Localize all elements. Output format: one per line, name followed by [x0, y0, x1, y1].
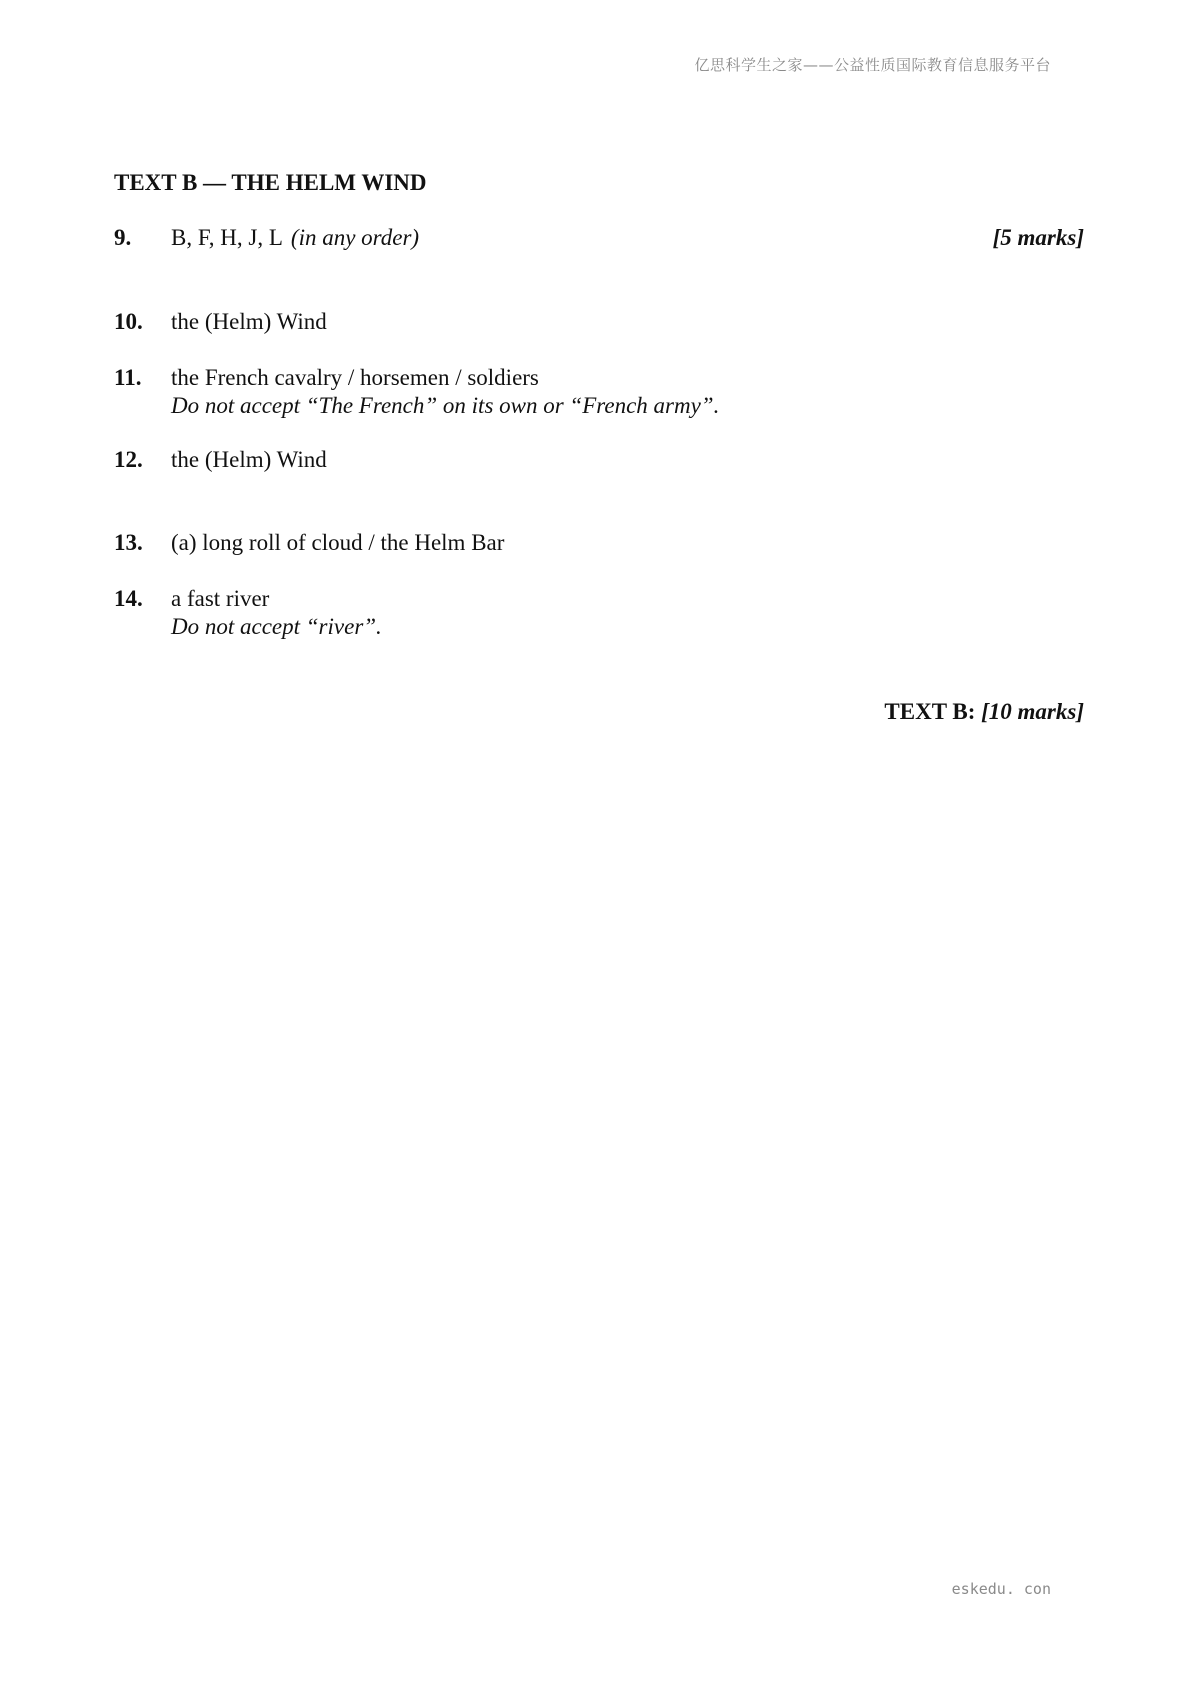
section-total	[884, 698, 1084, 726]
total-value: [10 marks]	[981, 699, 1084, 724]
question-number: 11.	[114, 365, 142, 390]
question-number: 10.	[114, 309, 143, 334]
total-label: TEXT B:	[884, 699, 976, 724]
question-number: 14.	[114, 586, 143, 611]
header-watermark: 亿思科学生之家——公益性质国际教育信息服务平台	[694, 56, 1051, 74]
answer-note: Do not accept “The French” on its own or “French army”.	[171, 393, 720, 418]
answer-hint: (in any order)	[290, 225, 420, 250]
answer-text: the French cavalry / horsemen / soldiers	[171, 365, 539, 390]
answer-text: the (Helm) Wind	[171, 447, 327, 472]
question-11	[114, 364, 1084, 420]
question-9	[114, 224, 1084, 252]
answer-text: B, F, H, J, L	[171, 225, 283, 250]
marks-label: [5 marks]	[992, 225, 1084, 250]
footer-watermark: eskedu. con	[951, 1580, 1051, 1598]
section-title: TEXT B — THE HELM WIND	[114, 170, 427, 195]
question-12	[114, 446, 1084, 474]
question-14	[114, 585, 1084, 641]
question-number: 13.	[114, 530, 143, 555]
question-13	[114, 529, 1084, 557]
answer-text: (a) long roll of cloud / the Helm Bar	[171, 530, 505, 555]
answer-text: the (Helm) Wind	[171, 309, 327, 334]
answer-text: a fast river	[171, 586, 270, 611]
answer-note: Do not accept “river”.	[171, 614, 382, 639]
question-10	[114, 308, 1084, 336]
question-number: 12.	[114, 447, 143, 472]
question-number: 9.	[114, 225, 132, 250]
